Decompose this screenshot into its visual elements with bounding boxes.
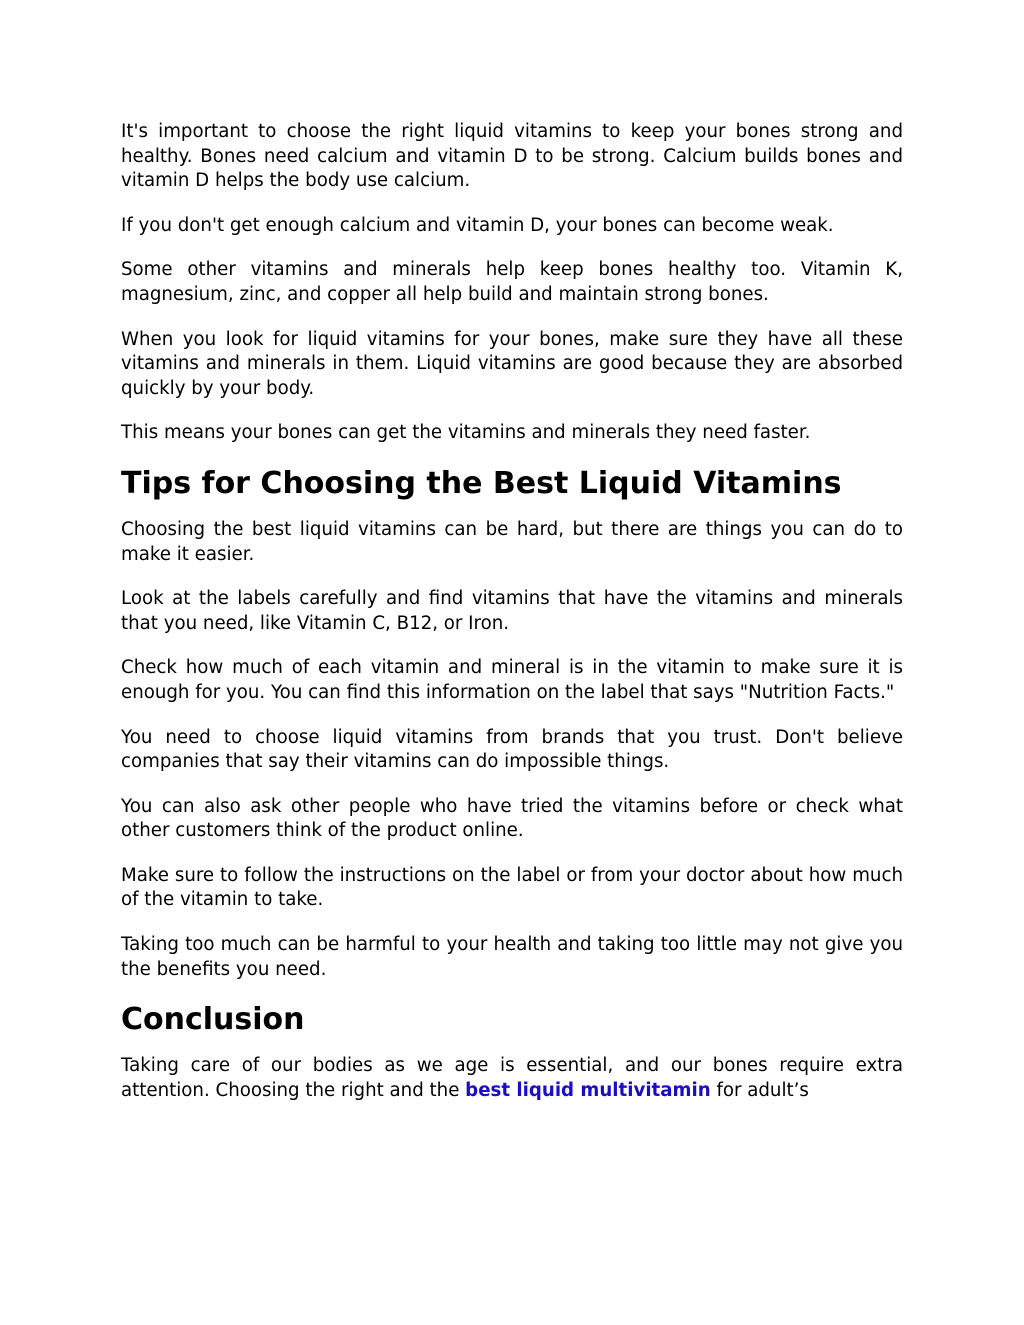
tips-paragraph-3: Check how much of each vitamin and mineral is in the vitamin to make sure it is enough for you. You can find this information on the label that says "Nutrition Facts." xyxy=(121,657,903,703)
tips-paragraph-7: Taking too much can be harmful to your health and taking too little may not give you the benefits you need. xyxy=(121,934,903,980)
conclusion-text-after-link: for adult’s xyxy=(710,1079,809,1101)
tips-paragraph-1: Choosing the best liquid vitamins can be hard, but there are things you can do to make it easier. xyxy=(121,518,903,565)
intro-paragraph-5: This means your bones can get the vitamins and minerals they need faster. xyxy=(121,422,811,444)
conclusion-heading: Conclusion xyxy=(121,1002,305,1038)
conclusion-text-before-link: Taking care of our bodies as we age is essential, and our bones require extra attention. Choosing the right and the xyxy=(121,1055,903,1101)
intro-paragraph-2: If you don't get enough calcium and vitamin D, your bones can become weak. xyxy=(121,214,834,236)
tips-paragraph-2: Look at the labels carefully and find vitamins that have the vitamins and minerals that you need, like Vitamin C, B12, or Iron. xyxy=(121,588,903,634)
intro-paragraph-4: When you look for liquid vitamins for your bones, make sure they have all these vitamins and minerals in them. Liquid vitamins are good because they are absorbed quickly by your body. xyxy=(121,328,903,399)
tips-paragraph-6: Make sure to follow the instructions on the label or from your doctor about how much of the vitamin to take. xyxy=(121,864,903,911)
document-page xyxy=(121,120,903,1123)
conclusion-paragraph xyxy=(121,1054,903,1103)
tips-paragraph-5: You can also ask other people who have tried the vitamins before or check what other customers think of the product online. xyxy=(121,795,903,842)
tips-paragraph-4: You need to choose liquid vitamins from brands that you trust. Don't believe companies that say their vitamins can do impossible things. xyxy=(121,726,903,773)
intro-paragraph-1: It's important to choose the right liquid vitamins to keep your bones strong and healthy. Bones need calcium and vitamin D to be strong. Calcium builds bones and vitamin D helps the body use calcium. xyxy=(121,121,903,192)
tips-heading: Tips for Choosing the Best Liquid Vitamins xyxy=(121,465,842,501)
intro-paragraph-3: Some other vitamins and minerals help keep bones healthy too. Vitamin K, magnesium, zinc, and copper all help build and maintain strong bones. xyxy=(121,259,903,305)
best-liquid-multivitamin-link[interactable]: best liquid multivitamin xyxy=(465,1079,711,1101)
